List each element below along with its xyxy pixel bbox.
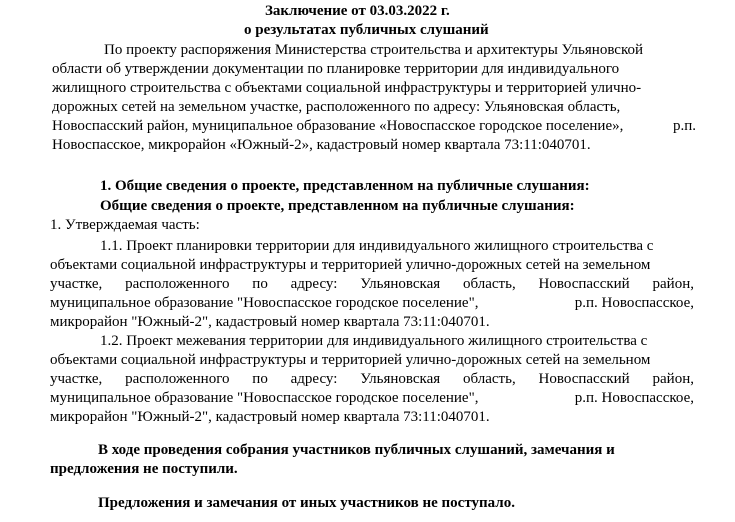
intro-line-5 — [52, 117, 696, 135]
item-1-2-word: по — [252, 371, 268, 387]
intro-line-3: жилищного строительства с объектами социальной инфраструктуры и территорией улично- — [52, 80, 642, 96]
intro-line-5-b: р.п. — [672, 118, 696, 134]
item-1-1-line-4-a: муниципальное образование "Новоспасское городское поселение", — [50, 295, 479, 311]
item-1-2-word: Ульяновская — [360, 371, 441, 387]
section-1-subheading: Общие сведения о проекте, представленном на публичные слушания: — [100, 198, 575, 214]
item-1-2-line-4 — [50, 389, 694, 407]
approved-part-label: 1. Утверждаемая часть: — [50, 217, 200, 233]
item-1-2-line-5: микрорайон "Южный-2", кадастровый номер квартала 73:11:040701. — [50, 409, 490, 425]
item-1-1-line-4-b: р.п. Новоспасское, — [574, 295, 694, 311]
item-1-1-word: участке, — [50, 276, 103, 292]
item-1-2-word: область, — [462, 371, 516, 387]
conclusion-line-3: Предложения и замечания от иных участников не поступало. — [98, 495, 515, 511]
item-1-1-word: область, — [462, 276, 516, 292]
item-1-1-word: Новоспасский — [538, 276, 630, 292]
item-1-2-word: Новоспасский — [538, 371, 630, 387]
conclusion-line-2: предложения не поступили. — [50, 461, 238, 477]
item-1-2-word: участке, — [50, 371, 103, 387]
item-1-2-word: расположенного — [125, 371, 230, 387]
item-1-2-line-3 — [50, 370, 694, 388]
item-1-2-word: район, — [652, 371, 694, 387]
intro-line-1: По проекту распоряжения Министерства строительства и архитектуры Ульяновской — [104, 42, 644, 58]
item-1-2-line-4-a: муниципальное образование "Новоспасское городское поселение", — [50, 390, 479, 406]
item-1-2-word: адресу: — [290, 371, 338, 387]
intro-line-2: области об утверждении документации по планировке территории для индивидуального — [52, 61, 620, 77]
item-1-1-line-4 — [50, 294, 694, 312]
item-1-1-word: район, — [652, 276, 694, 292]
item-1-2-line-1: 1.2. Проект межевания территории для индивидуального жилищного строительства с — [100, 333, 648, 349]
item-1-1-word: Ульяновская — [360, 276, 441, 292]
item-1-1-line-5: микрорайон "Южный-2", кадастровый номер квартала 73:11:040701. — [50, 314, 490, 330]
item-1-1-word: адресу: — [290, 276, 338, 292]
item-1-1-word: расположенного — [125, 276, 230, 292]
intro-line-5-a: Новоспасский район, муниципальное образование «Новоспасское городское поселение», — [52, 118, 624, 134]
document-title: Заключение от 03.03.2022 г. — [265, 3, 450, 19]
conclusion-line-1: В ходе проведения собрания участников публичных слушаний, замечания и — [98, 442, 615, 458]
document-subtitle: о результатах публичных слушаний — [244, 22, 489, 38]
item-1-2-line-2: объектами социальной инфраструктуры и территорией улично-дорожных сетей на земельном — [50, 352, 651, 368]
intro-line-4: дорожных сетей на земельном участке, расположенного по адресу: Ульяновская область, — [52, 99, 621, 115]
item-1-1-line-1: 1.1. Проект планировки территории для индивидуального жилищного строительства с — [100, 238, 654, 254]
section-1-heading: 1. Общие сведения о проекте, представленном на публичные слушания: — [100, 178, 590, 194]
item-1-1-word: по — [252, 276, 268, 292]
item-1-1-line-3 — [50, 275, 694, 293]
intro-line-6: Новоспасское, микрорайон «Южный-2», кадастровый номер квартала 73:11:040701. — [52, 137, 591, 153]
item-1-1-line-2: объектами социальной инфраструктуры и территорией улично-дорожных сетей на земельном — [50, 257, 651, 273]
item-1-2-line-4-b: р.п. Новоспасское, — [574, 390, 694, 406]
